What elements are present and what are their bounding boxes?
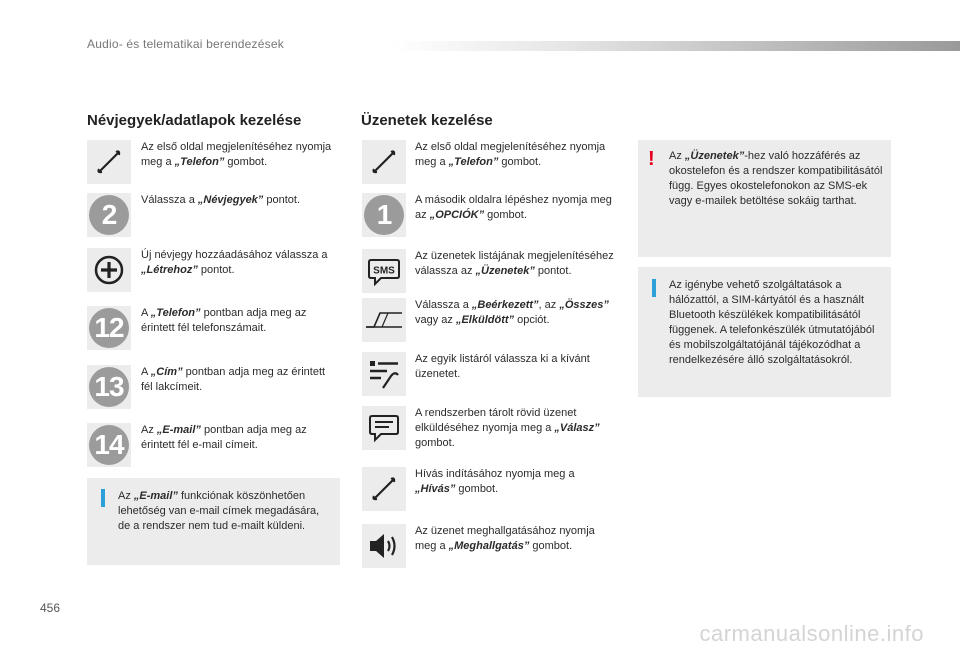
info-note-text: Az „E-mail” funkciónak köszönhetően lehetőség van e-mail címek megadására, de a rendszer nem tud e-mailt küldeni. (118, 490, 320, 532)
phone-handset-icon (362, 467, 406, 511)
step-text: Az első oldal megjelenítéséhez nyomja meg a „Telefon” gombot. (415, 141, 606, 168)
tab-selector-icon (362, 298, 406, 342)
reply-message-icon (362, 406, 406, 450)
warning-marker-icon: ! (648, 148, 655, 170)
page-number: 456 (40, 601, 61, 615)
step-number-circle: 13 (89, 367, 129, 407)
step-text: Az „E-mail” pontban adja meg az érintett fél e-mail címeit. (141, 424, 307, 451)
step-text: Az üzenet meghallgatásához nyomja meg a „Meghallgatás” gombot. (415, 525, 595, 552)
sms-bubble-icon (362, 249, 406, 293)
step-number-badge (87, 193, 131, 237)
step-number-badge (87, 423, 131, 467)
step-text: Új névjegy hozzáadásához válassza a „Létrehoz” pontot. (141, 249, 328, 276)
step-text: A második oldalra lépéshez nyomja meg az „OPCIÓK” gombot. (415, 194, 612, 221)
running-header: Audio- és telematikai berendezések (87, 37, 284, 51)
step-text: Az első oldal megjelenítéséhez nyomja meg a „Telefon” gombot. (141, 141, 332, 168)
phone-handset-icon (362, 140, 406, 184)
step-number-circle: 2 (89, 195, 129, 235)
phone-handset-icon (87, 140, 131, 184)
step-text: A „Cím” pontban adja meg az érintett fél lakcímeit. (141, 366, 326, 393)
header-gradient-bar (393, 41, 960, 51)
info-marker-icon (652, 279, 656, 297)
step-number-badge (362, 193, 406, 237)
step-text: Az üzenetek listájának megjelenítéséhez válassza az „Üzenetek” pontot. (415, 250, 614, 277)
section-title-messages: Üzenetek kezelése (361, 112, 493, 129)
speaker-icon (362, 524, 406, 568)
step-text: A „Telefon” pontban adja meg az érintett fél telefonszámait. (141, 307, 307, 334)
info-marker-icon (101, 489, 105, 507)
step-text: Az egyik listáról válassza ki a kívánt üzenetet. (415, 353, 590, 380)
info-note-text: Az igénybe vehető szolgáltatások a hálózattól, a SIM-kártyától és a használt Bluetooth készülékek kompatibilitásától függenek. A telefonkészülék útmutatójából és mobilszolgáltatójánál tájékozódhat a rendelkezésére álló szolgáltatásokról. (669, 279, 875, 366)
step-text: A rendszerben tárolt rövid üzenet elküldéséhez nyomja meg a „Válasz” gombot. (415, 407, 600, 449)
watermark[interactable]: carmanualsonline.info (699, 621, 924, 646)
step-number-badge (87, 365, 131, 409)
step-number-circle: 1 (364, 195, 404, 235)
step-text: Hívás indításához nyomja meg a „Hívás” gombot. (415, 468, 575, 495)
step-text: Válassza a „Névjegyek” pontot. (141, 194, 301, 206)
step-text: Válassza a „Beérkezett”, az „Összes” vagy az „Elküldött” opciót. (415, 299, 609, 326)
plus-circle-icon (87, 248, 131, 292)
step-number-circle: 14 (89, 425, 129, 465)
warning-note-text: Az „Üzenetek”-hez való hozzáférés az okostelefon és a rendszer kompatibilitásától függ. Egyes okostelefonokon az SMS-ek vagy e-mailek betöltése sokáig tarthat. (669, 150, 883, 207)
step-number-circle: 12 (89, 308, 129, 348)
svg-text:SMS: SMS (373, 265, 395, 277)
section-title-contacts: Névjegyek/adatlapok kezelése (87, 112, 302, 129)
list-select-icon (362, 352, 406, 396)
step-number-badge (87, 306, 131, 350)
